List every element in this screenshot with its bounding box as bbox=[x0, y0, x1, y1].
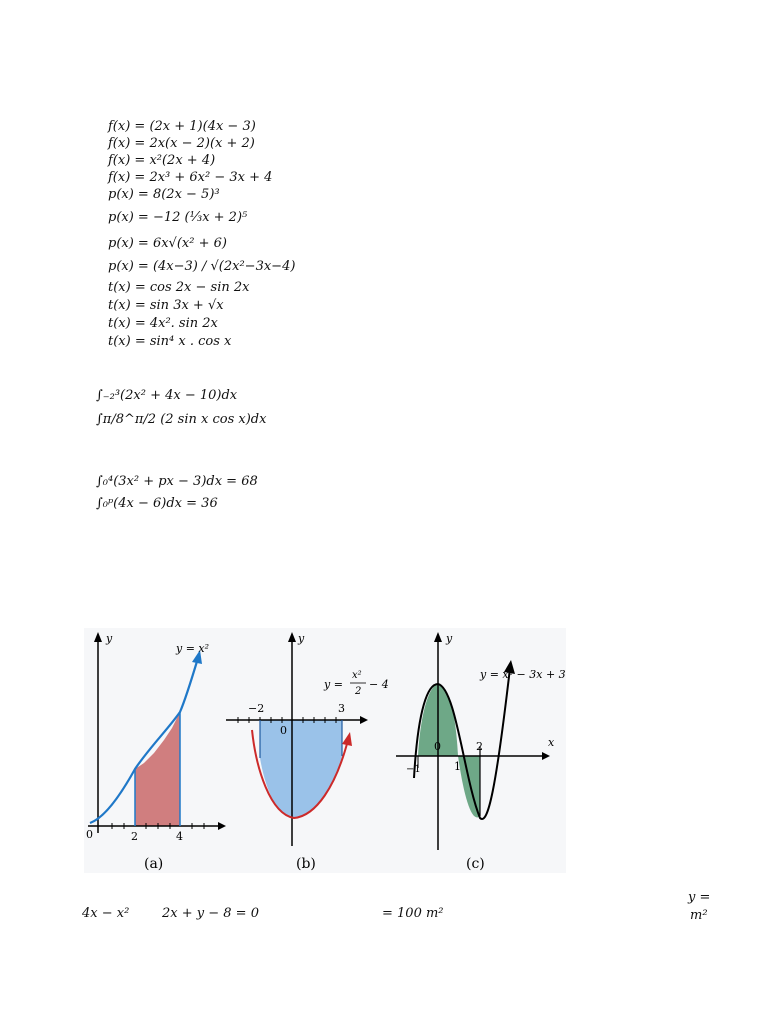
graph-c-y-arrow bbox=[434, 632, 442, 642]
y-equals-fragment: y = bbox=[688, 890, 711, 905]
derivative-item: p(x) = −12 (⅓x + 2)⁵ bbox=[108, 210, 248, 225]
integral-item: ∫₋₂³(2x² + 4x − 10)dx bbox=[96, 388, 238, 403]
graph-c-x-arrow bbox=[542, 752, 550, 760]
graph-c-caption: (c) bbox=[466, 856, 485, 872]
derivative-item: t(x) = cos 2x − sin 2x bbox=[108, 280, 250, 295]
graph-b-tick-label: 3 bbox=[338, 702, 345, 715]
graph-b-curve-label-suffix: − 4 bbox=[369, 678, 389, 691]
graph-b-y-label: y bbox=[298, 632, 305, 645]
derivative-item: p(x) = 8(2x − 5)³ bbox=[108, 187, 220, 202]
graph-c bbox=[396, 632, 566, 872]
derivative-item: t(x) = 4x². sin 2x bbox=[108, 316, 218, 331]
derivative-item: p(x) = (4x−3) / √(2x²−3x−4) bbox=[108, 259, 296, 274]
graph-b-caption: (b) bbox=[296, 856, 316, 872]
graph-b-tick-label: 0 bbox=[280, 724, 287, 737]
graph-c-tick-label: −1 bbox=[406, 764, 421, 775]
graph-a-tick-label: 2 bbox=[131, 830, 138, 843]
graph-a-shaded-region bbox=[135, 712, 180, 826]
graph-b-x-arrow bbox=[360, 716, 368, 724]
derivative-item: f(x) = 2x(x − 2)(x + 2) bbox=[108, 136, 255, 151]
graph-b-tick-label: −2 bbox=[248, 702, 265, 715]
graph-b-shaded-region bbox=[260, 720, 342, 818]
area-value: = 100 m² bbox=[382, 906, 444, 921]
graph-b-curve-label-prefix: y = bbox=[324, 678, 343, 691]
integral-equation: ∫₀ᵖ(4x − 6)dx = 36 bbox=[96, 496, 218, 511]
graph-c-tick-label: 0 bbox=[434, 740, 441, 753]
graph-a-tick-label: 0 bbox=[86, 828, 93, 841]
derivative-item: f(x) = (2x + 1)(4x − 3) bbox=[108, 119, 256, 134]
graph-a bbox=[86, 632, 226, 872]
graph-b-y-arrow bbox=[288, 632, 296, 642]
unit-fragment: m² bbox=[690, 908, 708, 923]
graph-c-y-label: y bbox=[446, 632, 453, 645]
graph-b-curve-label-num: x² bbox=[352, 670, 362, 681]
derivative-item: f(x) = x²(2x + 4) bbox=[108, 153, 216, 168]
graph-a-tick-label: 4 bbox=[176, 830, 183, 843]
graph-a-curve-label: y = x² bbox=[176, 642, 210, 655]
derivative-item: p(x) = 6x√(x² + 6) bbox=[108, 236, 227, 251]
graph-c-x-label: x bbox=[548, 736, 555, 749]
graph-b-curve-label-den: 2 bbox=[355, 686, 362, 697]
integral-equation: ∫₀⁴(3x² + px − 3)dx = 68 bbox=[96, 474, 258, 489]
graph-b bbox=[226, 632, 389, 872]
line-equation: 2x + y − 8 = 0 bbox=[162, 906, 259, 921]
derivative-item: t(x) = sin 3x + √x bbox=[108, 298, 224, 313]
area-figure-svg bbox=[84, 628, 566, 873]
graph-a-y-label: y bbox=[106, 632, 113, 645]
derivative-item: f(x) = 2x³ + 6x² − 3x + 4 bbox=[108, 170, 273, 185]
graph-a-x-arrow bbox=[218, 822, 226, 830]
integral-item: ∫π/8^π/2 (2 sin x cos x)dx bbox=[96, 412, 267, 427]
expression-fragment: 4x − x² bbox=[82, 906, 130, 921]
graph-c-curve-label: y = x² − 3x + 3 bbox=[480, 668, 566, 681]
area-figure bbox=[84, 628, 566, 873]
graph-a-y-arrow bbox=[94, 632, 102, 642]
graph-c-tick-label: 2 bbox=[476, 740, 483, 753]
graph-b-curve-arrow bbox=[342, 732, 352, 746]
derivative-item: t(x) = sin⁴ x . cos x bbox=[108, 334, 232, 349]
graph-c-tick-label: 1 bbox=[454, 760, 461, 773]
graph-a-caption: (a) bbox=[144, 856, 164, 872]
